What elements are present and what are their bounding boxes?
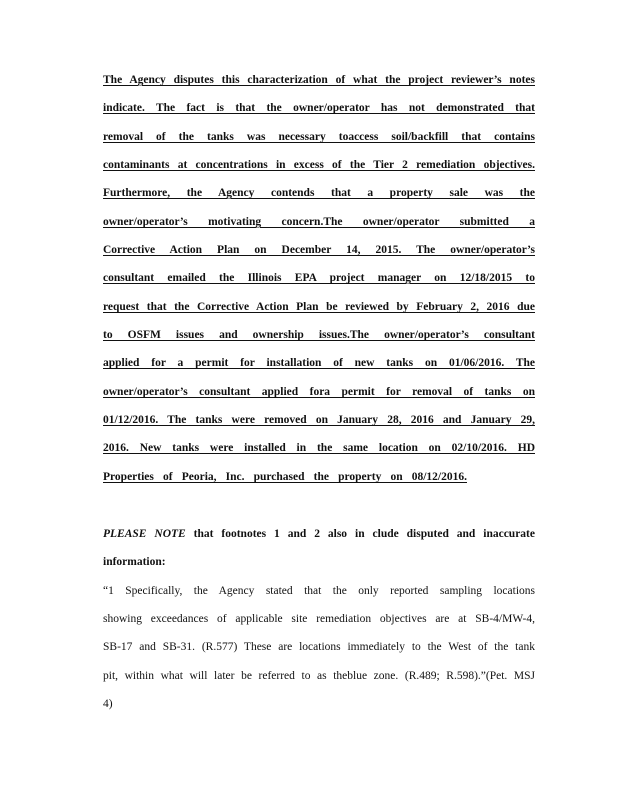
paragraph-line: indicate. The fact is that the owner/operator has not demonstrated that <box>103 102 535 114</box>
paragraph-line: 01/12/2016. The tanks were removed on January 28, 2016 and January 29, <box>103 414 535 426</box>
paragraph-line: to OSFM issues and ownership issues.The owner/operator’s consultant <box>103 329 535 341</box>
paragraph-line: Corrective Action Plan on December 14, 2015. The owner/operator’s <box>103 244 535 256</box>
quote-line: SB-17 and SB-31. (R.577) These are locations immediately to the West of the tank <box>103 641 535 653</box>
quote-line: pit, within what will later be referred to as theblue zone. (R.489; R.598).”(Pet. MSJ <box>103 670 535 682</box>
paragraph-line: owner/operator’s consultant applied fora permit for removal of tanks on <box>103 386 535 398</box>
paragraph-line: Furthermore, the Agency contends that a property sale was the <box>103 187 535 199</box>
note-line: information: <box>103 556 166 568</box>
quote-line: showing exceedances of applicable site remediation objectives are at SB-4/MW-4, <box>103 613 535 625</box>
paragraph-line: request that the Corrective Action Plan be reviewed by February 2, 2016 due <box>103 301 535 313</box>
note-lead: PLEASE NOTE <box>103 528 186 540</box>
paragraph-line: owner/operator’s motivating concern.The owner/operator submitted a <box>103 216 535 228</box>
paragraph-line: 2016. New tanks were installed in the same location on 02/10/2016. HD <box>103 442 535 454</box>
quote-line: “1 Specifically, the Agency stated that the only reported sampling locations <box>103 585 535 597</box>
paragraph-line: applied for a permit for installation of new tanks on 01/06/2016. The <box>103 357 535 369</box>
quote-line: 4) <box>103 698 113 710</box>
note-text: that footnotes 1 and 2 also in clude disputed and inaccurate <box>193 528 535 540</box>
paragraph-line: consultant emailed the Illinois EPA project manager on 12/18/2015 to <box>103 272 535 284</box>
paragraph-line: removal of the tanks was necessary toaccess soil/backfill that contains <box>103 131 535 143</box>
paragraph-line: The Agency disputes this characterization of what the project reviewer’s notes <box>103 74 535 86</box>
note-line <box>103 527 535 541</box>
paragraph-line: contaminants at concentrations in excess of the Tier 2 remediation objectives. <box>103 159 535 171</box>
paragraph-line: Properties of Peoria, Inc. purchased the property on 08/12/2016. <box>103 471 467 483</box>
